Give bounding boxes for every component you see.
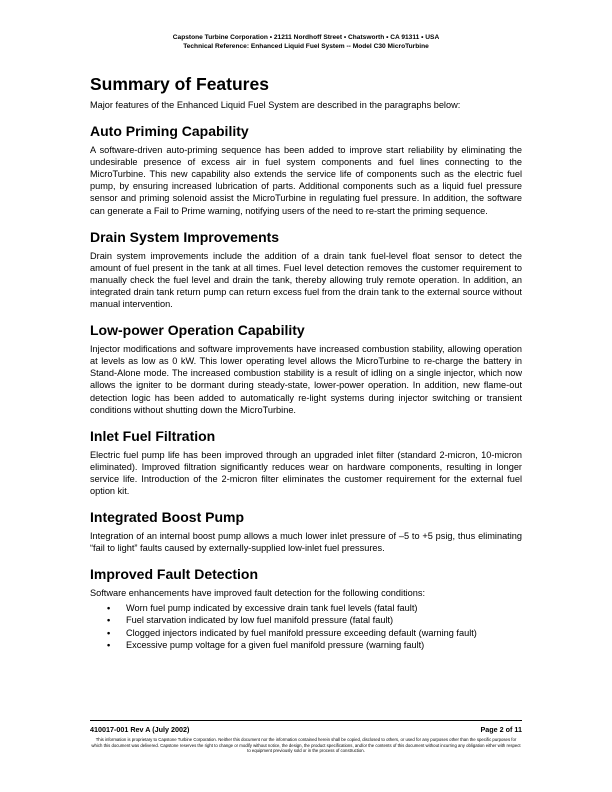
section-heading: Improved Fault Detection xyxy=(90,566,259,583)
list-item-text: Excessive pump voltage for a given fuel manifold pressure (warning fault) xyxy=(126,639,425,650)
section-heading: Integrated Boost Pump xyxy=(90,509,245,526)
page-title: Summary of Features xyxy=(90,74,269,94)
bullet-icon: • xyxy=(107,639,111,650)
intro-paragraph: Major features of the Enhanced Liquid Fuel System are described in the paragraphs below: xyxy=(90,100,461,110)
section-heading: Inlet Fuel Filtration xyxy=(90,427,216,444)
section-body: A software-driven auto-priming sequence has been added to improve start reliability by eliminating the undesirable presence of excess air in fuel system components and fuel lines connecting to the MicroTurbine. This new capability also extends the service life of components such as the electric fuel pump, by ensuring increased lubrication of parts. Additional components such as a liquid fuel pressure sensor and priming solenoid assist the MicroTurbine in regulating fuel pressure. In addition, the software can generate a Fail to Prime warning, notifying users of the need to re-start the priming sequence. xyxy=(90,145,522,216)
section-heading: Auto Priming Capability xyxy=(90,123,249,140)
section-heading: Drain System Improvements xyxy=(90,228,280,245)
section-body: Electric fuel pump life has been improved through an upgraded inlet filter (standard 2-micron, 10-micron eliminated). Improved filtration significantly reduces wear on hardware components, resulting in longer service life. Introduction of the 2-micron filter eliminates the customer requirement for the external fuel option kit. xyxy=(90,449,522,496)
document-id: 410017-001 Rev A (July 2002) xyxy=(90,725,190,734)
section-body: Software enhancements have improved fault detection for the following conditions: xyxy=(90,588,426,599)
list-item xyxy=(90,627,522,639)
bullet-icon: • xyxy=(107,615,111,626)
list-item-text: Fuel starvation indicated by low fuel manifold pressure (fatal fault) xyxy=(126,615,394,626)
section-body: Injector modifications and software improvements have increased combustion stability, allowing operation at levels as low as 0 kW. This lower operating level allows the MicroTurbine to re-charge the battery in Stand-Alone mode. The increased combustion stability is a result of idling on a single injector, which now allows the igniter to be dormant during steady-state, lower-power operation. In addition, new flame-out detection logic has been added to automatically re-light systems during injector switching or transient conditions without shutting down the MicroTurbine. xyxy=(90,344,522,415)
section-body: Drain system improvements include the addition of a drain tank fuel-level float sensor to detect the amount of fuel present in the tank at all times. Fuel level detection removes the customer requirement to manually check the fuel level and drain the tank, thereby allowing truly remote operation. In addition, an integrated drain tank return pump can return excess fuel from the drain tank to the external source without manual intervention. xyxy=(90,250,522,310)
page-footer xyxy=(90,720,522,754)
section-low-power xyxy=(90,322,522,416)
bullet-icon: • xyxy=(107,627,111,638)
page-number: Page 2 of 11 xyxy=(480,725,522,734)
list-item xyxy=(90,602,522,614)
main-content xyxy=(90,74,522,651)
section-drain-system xyxy=(90,229,522,310)
section-heading: Low-power Operation Capability xyxy=(90,322,305,339)
section-boost-pump xyxy=(90,509,522,554)
list-item xyxy=(90,614,522,626)
section-fault-detection xyxy=(90,566,522,650)
list-item-text: Worn fuel pump indicated by excessive drain tank fuel levels (fatal fault) xyxy=(126,603,418,614)
list-item xyxy=(90,639,522,651)
section-inlet-filtration xyxy=(90,428,522,497)
fault-list xyxy=(90,602,522,650)
footer-divider xyxy=(90,720,522,721)
proprietary-notice: This information is proprietary to Capstone Turbine Corporation. Neither this document nor the information contained herein shall be copied, disclosed to others, or used for any purposes other than the specific purposes for which this document was delivered. Capstone reserves the right to change or modify without notice, the design, the product specifications, and/or the contents of this document without incurring any obligation either with respect to equipment previously sold or in the process of construction. xyxy=(91,737,521,754)
header-company-address: Capstone Turbine Corporation • 21211 Nordhoff Street • Chatsworth • CA 91311 • USA xyxy=(172,34,440,41)
bullet-icon: • xyxy=(107,603,111,614)
list-item-text: Clogged injectors indicated by fuel manifold pressure exceeding default (warning fault) xyxy=(126,627,477,638)
section-body: Integration of an internal boost pump allows a much lower inlet pressure of –5 to +5 psig, thus eliminating “fail to light” faults caused by externally-supplied low-inlet fuel pressures. xyxy=(90,531,522,554)
page-header xyxy=(0,33,612,51)
header-doc-title: Technical Reference: Enhanced Liquid Fuel System -- Model C30 MicroTurbine xyxy=(183,43,429,51)
section-auto-priming xyxy=(90,123,522,217)
